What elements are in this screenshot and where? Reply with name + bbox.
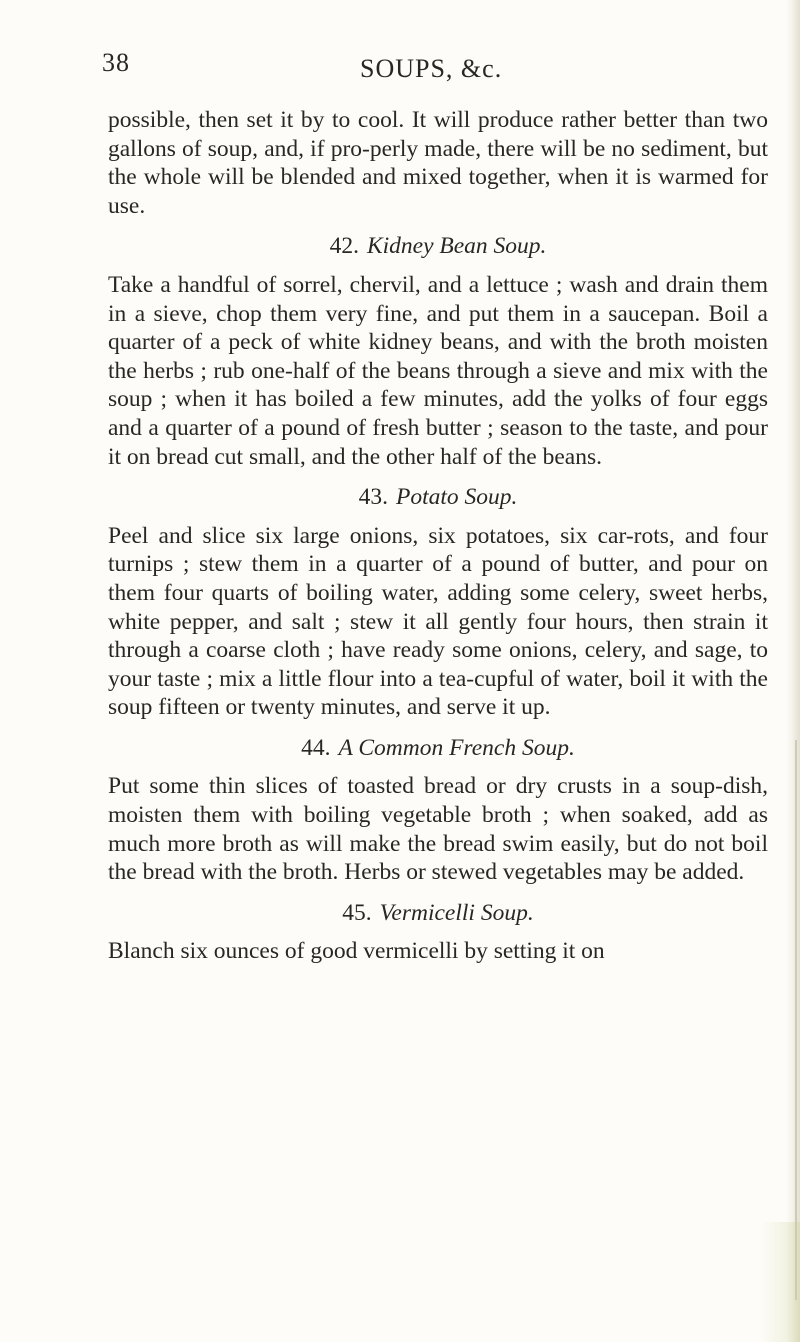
recipe-title: Kidney Bean Soup.	[366, 233, 547, 260]
recipe-number: 43.	[358, 484, 388, 511]
recipe-text-44: Put some thin slices of toasted bread or dry crusts in a soup-dish, moisten them with boiling vegetable broth ; when soaked, add as much more broth as will make the bread swim easily, but do not boil the bread with the broth. Herbs or stewed vegetables may be added.	[108, 773, 768, 886]
recipe-title: A Common French Soup.	[338, 734, 575, 761]
page-edge-line	[795, 740, 797, 1300]
recipe-heading-42	[108, 232, 768, 261]
page-number: 38	[102, 48, 130, 77]
continuation-paragraph: possible, then set it by to cool. It will produce rather better than two gallons of soup, and, if pro-perly made, there will be no sediment, but the whole will be blended and mixed together, when it is warmed for use.	[108, 107, 768, 219]
page-header	[0, 48, 800, 88]
recipe-title: Vermicelli Soup.	[379, 899, 534, 926]
recipe-number: 45.	[342, 899, 372, 926]
recipe-heading-43	[108, 483, 768, 512]
page-corner-tint	[760, 1222, 800, 1342]
page-edge-shadow	[786, 0, 800, 1342]
recipe-title: Potato Soup.	[395, 484, 518, 511]
recipe-number: 44.	[301, 734, 331, 761]
running-head: SOUPS, &c.	[360, 54, 503, 83]
recipe-heading-45	[108, 899, 768, 928]
recipe-text-43: Peel and slice six large onions, six potatoes, six car-rots, and four turnips ; stew them in a quarter of a pound of butter, and pour on them four quarts of boiling water, adding some celery, sweet herbs, white pepper, and salt ; stew it all gently four hours, then strain it through a coarse cloth ; have ready some onions, celery, and sage, to your taste ; mix a little flour into a tea-cupful of water, boil it with the soup fifteen or twenty minutes, and serve it up.	[108, 522, 768, 721]
recipe-text-45: Blanch six ounces of good vermicelli by setting it on	[108, 938, 605, 965]
recipe-number: 42.	[329, 233, 359, 260]
recipe-text-42: Take a handful of sorrel, chervil, and a lettuce ; wash and drain them in a sieve, chop them very fine, and put them in a saucepan. Boil a quarter of a peck of white kidney beans, and with the broth moisten the herbs ; rub one-half of the beans through a sieve and mix with the soup ; when it has boiled a few minutes, add the yolks of four eggs and a quarter of a pound of fresh butter ; season to the taste, and pour it on bread cut small, and the other half of the beans.	[108, 271, 768, 470]
page-body	[108, 106, 768, 966]
recipe-heading-44	[108, 734, 768, 763]
